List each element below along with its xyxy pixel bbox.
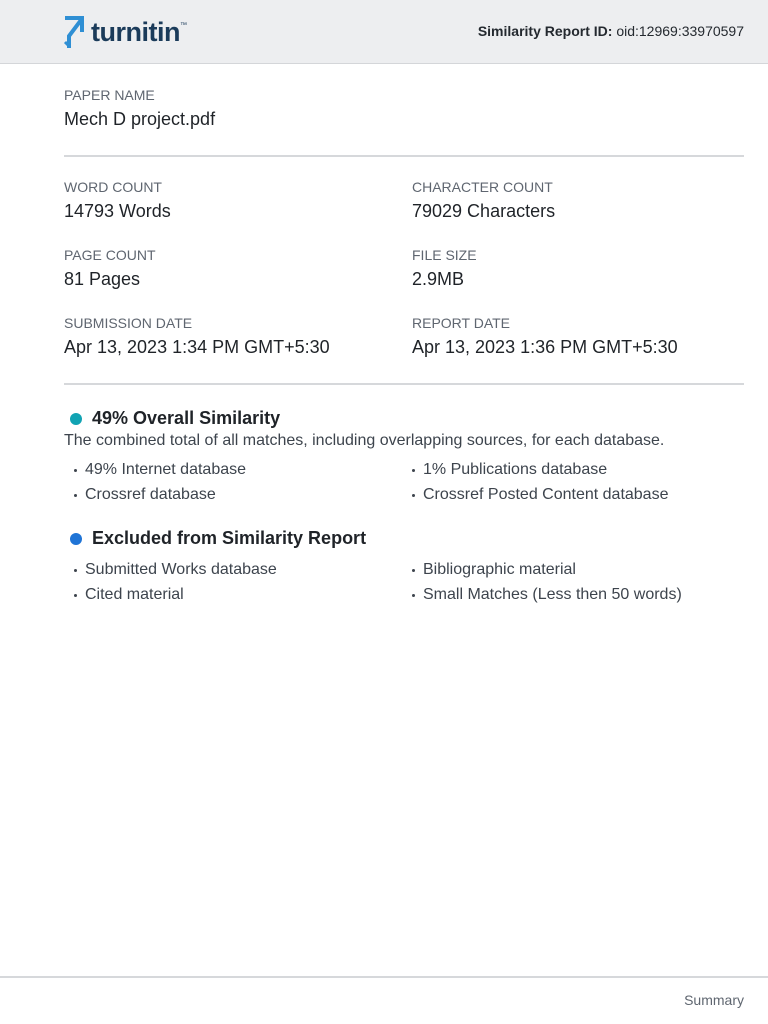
character-count-field [412,179,555,222]
bullet-icon [74,494,77,497]
similarity-dot-icon [70,413,82,425]
character-count-label: CHARACTER COUNT [412,179,553,195]
bullet-icon [412,494,415,497]
excluded-title: Excluded from Similarity Report [92,528,367,548]
list-item [402,486,668,504]
report-id-value: oid:12969:33970597 [616,23,744,39]
file-size-value: 2.9MB [412,269,465,289]
list-item-label: Crossref Posted Content database [423,486,669,503]
overall-similarity-heading [70,408,280,429]
list-item-label: Small Matches (Less then 50 words) [423,586,682,603]
page-footer [0,976,768,1024]
similarity-report-id [478,23,744,39]
word-count-label: WORD COUNT [64,179,162,195]
list-item-label: 49% Internet database [85,461,247,478]
paper-name-field [64,87,215,130]
submission-date-value: Apr 13, 2023 1:34 PM GMT+5:30 [64,337,330,357]
list-item-label: Submitted Works database [85,561,277,578]
overall-similarity-title: 49% Overall Similarity [92,408,281,428]
bullet-icon [412,594,415,597]
list-item-label: Bibliographic material [423,561,576,578]
report-header [0,0,768,64]
turnitin-logo-icon [63,14,87,50]
file-size-field [412,247,477,290]
word-count-value: 14793 Words [64,201,171,221]
page-count-field [64,247,156,290]
turnitin-logo [63,14,187,50]
excluded-heading [70,528,366,549]
bullet-icon [412,569,415,572]
list-item [402,461,607,479]
excluded-dot-icon [70,533,82,545]
list-item-label: Cited material [85,586,184,603]
logo-text: turnitin [91,17,180,47]
footer-summary-label: Summary [684,992,744,1008]
bullet-icon [74,569,77,572]
bullet-icon [74,594,77,597]
list-item [64,561,277,579]
list-item [64,586,184,604]
list-item [64,461,246,479]
list-item [64,486,216,504]
bullet-icon [412,469,415,472]
page-count-value: 81 Pages [64,269,141,289]
file-size-label: FILE SIZE [412,247,477,263]
submission-date-field [64,315,330,358]
report-date-label: REPORT DATE [412,315,511,331]
list-item-label: Crossref database [85,486,216,503]
paper-name-value: Mech D project.pdf [64,109,216,129]
word-count-field [64,179,171,222]
divider [64,383,744,385]
submission-date-label: SUBMISSION DATE [64,315,193,331]
list-item-label: 1% Publications database [423,461,608,478]
divider [64,155,744,157]
similarity-description: The combined total of all matches, including overlapping sources, for each database. [64,432,665,449]
logo-trademark: ™ [179,22,187,29]
report-id-label: Similarity Report ID: [477,23,613,39]
report-date-field [412,315,678,358]
character-count-value: 79029 Characters [412,201,556,221]
page-count-label: PAGE COUNT [64,247,156,263]
paper-name-label: PAPER NAME [64,87,155,103]
bullet-icon [74,469,77,472]
report-date-value: Apr 13, 2023 1:36 PM GMT+5:30 [412,337,678,357]
list-item [402,561,576,579]
list-item [402,586,682,604]
